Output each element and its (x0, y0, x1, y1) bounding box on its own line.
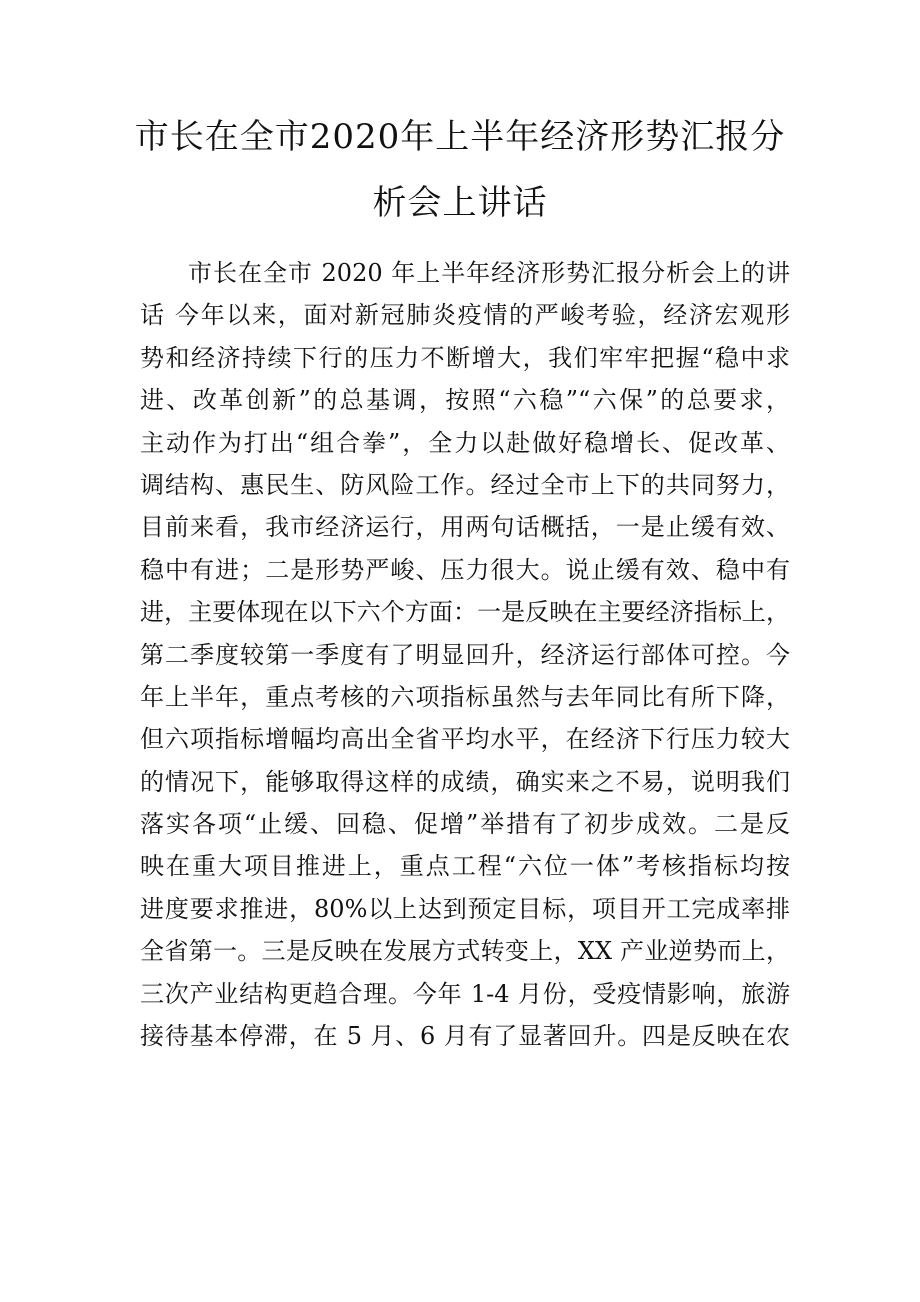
body-line: 市长在全市 2020 年上半年经济形势汇报分析会上的讲 (188, 259, 790, 287)
body-line: 调结构、惠民生、防风险工作。经过全市上下的共同努力， (140, 470, 790, 499)
body-line: 主动作为打出“组合拳”，全力以赴做好稳增长、促改革、 (140, 428, 790, 457)
body-line: 全省第一。三是反映在发展方式转变上，XX 产业逆势而上， (140, 937, 790, 966)
body-line: 接待基本停滞，在 5 月、6 月有了显著回升。四是反映在农 (140, 1022, 790, 1051)
body-line: 势和经济持续下行的压力不断增大，我们牢牢把握“稳中求 (140, 343, 790, 372)
document-body (140, 252, 790, 1057)
body-line: 第二季度较第一季度有了明显回升，经济运行部体可控。今 (140, 640, 790, 669)
document-title (120, 104, 800, 236)
body-line: 的情况下，能够取得这样的成绩，确实来之不易，说明我们 (140, 767, 790, 796)
body-line: 年上半年，重点考核的六项指标虽然与去年同比有所下降， (140, 682, 790, 711)
body-line: 但六项指标增幅均高出全省平均水平，在经济下行压力较大 (140, 725, 790, 754)
body-line: 话 今年以来，面对新冠肺炎疫情的严峻考验，经济宏观形 (140, 301, 790, 330)
body-line: 进度要求推进，80%以上达到预定目标，项目开工完成率排 (140, 894, 790, 923)
body-line: 稳中有进；二是形势严峻、压力很大。说止缓有效、稳中有 (140, 555, 790, 584)
body-line: 映在重大项目推进上，重点工程“六位一体”考核指标均按 (140, 852, 790, 881)
body-line: 目前来看，我市经济运行，用两句话概括，一是止缓有效、 (140, 513, 790, 542)
body-line: 落实各项“止缓、回稳、促增”举措有了初步成效。二是反 (140, 810, 790, 839)
body-line: 三次产业结构更趋合理。今年 1-4 月份，受疫情影响，旅游 (140, 979, 790, 1008)
title-line: 市长在全市2020年上半年经济形势汇报分 (134, 117, 786, 157)
body-line: 进，主要体现在以下六个方面：一是反映在主要经济指标上， (140, 598, 790, 627)
body-line: 进、改革创新”的总基调，按照“六稳”“六保”的总要求， (140, 386, 790, 415)
title-line: 析会上讲话 (372, 183, 548, 223)
